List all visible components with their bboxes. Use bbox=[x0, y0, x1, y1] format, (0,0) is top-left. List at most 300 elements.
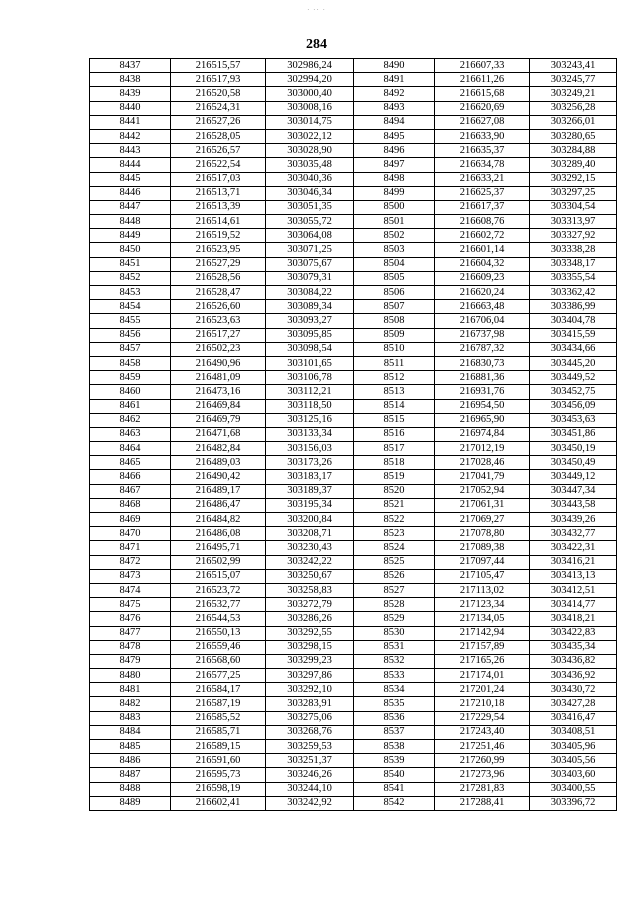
x-coordinate-left: 216489,17 bbox=[171, 484, 266, 498]
point-number-left: 8441 bbox=[90, 115, 171, 129]
point-number-right: 8509 bbox=[354, 328, 435, 342]
y-coordinate-right: 303422,83 bbox=[530, 626, 617, 640]
x-coordinate-left: 216515,57 bbox=[171, 59, 266, 73]
point-number-right: 8508 bbox=[354, 314, 435, 328]
y-coordinate-right: 303439,26 bbox=[530, 513, 617, 527]
x-coordinate-right: 217260,99 bbox=[435, 754, 530, 768]
point-number-left: 8478 bbox=[90, 640, 171, 654]
point-number-right: 8540 bbox=[354, 768, 435, 782]
table-row bbox=[90, 371, 617, 385]
y-coordinate-right: 303292,15 bbox=[530, 172, 617, 186]
y-coordinate-right: 303403,60 bbox=[530, 768, 617, 782]
point-number-right: 8522 bbox=[354, 513, 435, 527]
x-coordinate-left: 216513,39 bbox=[171, 200, 266, 214]
y-coordinate-left: 303183,17 bbox=[266, 470, 354, 484]
point-number-right: 8496 bbox=[354, 144, 435, 158]
y-coordinate-left: 303251,37 bbox=[266, 754, 354, 768]
x-coordinate-left: 216584,17 bbox=[171, 683, 266, 697]
y-coordinate-right: 303355,54 bbox=[530, 271, 617, 285]
y-coordinate-right: 303304,54 bbox=[530, 200, 617, 214]
point-number-left: 8477 bbox=[90, 626, 171, 640]
x-coordinate-left: 216595,73 bbox=[171, 768, 266, 782]
table-row bbox=[90, 442, 617, 456]
point-number-right: 8519 bbox=[354, 470, 435, 484]
point-number-left: 8455 bbox=[90, 314, 171, 328]
point-number-right: 8495 bbox=[354, 129, 435, 143]
y-coordinate-left: 303022,12 bbox=[266, 129, 354, 143]
x-coordinate-left: 216522,54 bbox=[171, 158, 266, 172]
y-coordinate-left: 303051,35 bbox=[266, 200, 354, 214]
table-row bbox=[90, 144, 617, 158]
table-row bbox=[90, 669, 617, 683]
y-coordinate-right: 303297,25 bbox=[530, 186, 617, 200]
x-coordinate-left: 216528,47 bbox=[171, 286, 266, 300]
point-number-right: 8492 bbox=[354, 87, 435, 101]
point-number-right: 8514 bbox=[354, 399, 435, 413]
x-coordinate-left: 216532,77 bbox=[171, 598, 266, 612]
x-coordinate-left: 216517,93 bbox=[171, 73, 266, 87]
y-coordinate-left: 303040,36 bbox=[266, 172, 354, 186]
point-number-right: 8529 bbox=[354, 612, 435, 626]
x-coordinate-left: 216517,03 bbox=[171, 172, 266, 186]
point-number-left: 8442 bbox=[90, 129, 171, 143]
y-coordinate-right: 303404,78 bbox=[530, 314, 617, 328]
point-number-right: 8520 bbox=[354, 484, 435, 498]
y-coordinate-right: 303362,42 bbox=[530, 286, 617, 300]
point-number-left: 8470 bbox=[90, 527, 171, 541]
x-coordinate-right: 217012,19 bbox=[435, 442, 530, 456]
table-row bbox=[90, 342, 617, 356]
y-coordinate-left: 303292,10 bbox=[266, 683, 354, 697]
table-row bbox=[90, 697, 617, 711]
x-coordinate-left: 216513,71 bbox=[171, 186, 266, 200]
y-coordinate-right: 303456,09 bbox=[530, 399, 617, 413]
y-coordinate-left: 303064,08 bbox=[266, 229, 354, 243]
point-number-right: 8505 bbox=[354, 271, 435, 285]
point-number-right: 8517 bbox=[354, 442, 435, 456]
point-number-left: 8481 bbox=[90, 683, 171, 697]
point-number-right: 8523 bbox=[354, 527, 435, 541]
point-number-right: 8518 bbox=[354, 456, 435, 470]
y-coordinate-left: 303133,34 bbox=[266, 427, 354, 441]
point-number-left: 8450 bbox=[90, 243, 171, 257]
point-number-left: 8464 bbox=[90, 442, 171, 456]
y-coordinate-left: 303112,21 bbox=[266, 385, 354, 399]
point-number-right: 8526 bbox=[354, 569, 435, 583]
y-coordinate-left: 303275,06 bbox=[266, 711, 354, 725]
table-row bbox=[90, 300, 617, 314]
y-coordinate-left: 303242,22 bbox=[266, 555, 354, 569]
x-coordinate-left: 216527,29 bbox=[171, 257, 266, 271]
x-coordinate-right: 217243,40 bbox=[435, 725, 530, 739]
y-coordinate-left: 303242,92 bbox=[266, 796, 354, 810]
x-coordinate-right: 217142,94 bbox=[435, 626, 530, 640]
table-row bbox=[90, 215, 617, 229]
point-number-right: 8491 bbox=[354, 73, 435, 87]
x-coordinate-left: 216502,99 bbox=[171, 555, 266, 569]
point-number-left: 8469 bbox=[90, 513, 171, 527]
table-row bbox=[90, 413, 617, 427]
y-coordinate-right: 303451,86 bbox=[530, 427, 617, 441]
point-number-left: 8451 bbox=[90, 257, 171, 271]
y-coordinate-left: 303292,55 bbox=[266, 626, 354, 640]
x-coordinate-right: 216954,50 bbox=[435, 399, 530, 413]
x-coordinate-right: 217165,26 bbox=[435, 654, 530, 668]
y-coordinate-left: 303173,26 bbox=[266, 456, 354, 470]
point-number-right: 8497 bbox=[354, 158, 435, 172]
table-row bbox=[90, 271, 617, 285]
table-row bbox=[90, 527, 617, 541]
point-number-right: 8498 bbox=[354, 172, 435, 186]
x-coordinate-right: 217041,79 bbox=[435, 470, 530, 484]
y-coordinate-left: 303079,31 bbox=[266, 271, 354, 285]
table-row bbox=[90, 186, 617, 200]
point-number-right: 8512 bbox=[354, 371, 435, 385]
point-number-left: 8484 bbox=[90, 725, 171, 739]
y-coordinate-left: 303230,43 bbox=[266, 541, 354, 555]
point-number-right: 8501 bbox=[354, 215, 435, 229]
table-row bbox=[90, 385, 617, 399]
point-number-left: 8460 bbox=[90, 385, 171, 399]
y-coordinate-left: 303071,25 bbox=[266, 243, 354, 257]
y-coordinate-left: 303035,48 bbox=[266, 158, 354, 172]
x-coordinate-right: 217028,46 bbox=[435, 456, 530, 470]
y-coordinate-left: 303084,22 bbox=[266, 286, 354, 300]
point-number-right: 8504 bbox=[354, 257, 435, 271]
x-coordinate-right: 217210,18 bbox=[435, 697, 530, 711]
table-row bbox=[90, 555, 617, 569]
x-coordinate-right: 216737,98 bbox=[435, 328, 530, 342]
y-coordinate-left: 303118,50 bbox=[266, 399, 354, 413]
x-coordinate-right: 217201,24 bbox=[435, 683, 530, 697]
x-coordinate-right: 216633,90 bbox=[435, 129, 530, 143]
y-coordinate-right: 303430,72 bbox=[530, 683, 617, 697]
y-coordinate-right: 303450,19 bbox=[530, 442, 617, 456]
point-number-left: 8473 bbox=[90, 569, 171, 583]
y-coordinate-right: 303256,28 bbox=[530, 101, 617, 115]
x-coordinate-left: 216520,58 bbox=[171, 87, 266, 101]
point-number-right: 8507 bbox=[354, 300, 435, 314]
point-number-right: 8535 bbox=[354, 697, 435, 711]
y-coordinate-right: 303266,01 bbox=[530, 115, 617, 129]
point-number-left: 8461 bbox=[90, 399, 171, 413]
x-coordinate-right: 216965,90 bbox=[435, 413, 530, 427]
x-coordinate-right: 216787,32 bbox=[435, 342, 530, 356]
point-number-left: 8454 bbox=[90, 300, 171, 314]
point-number-right: 8541 bbox=[354, 782, 435, 796]
x-coordinate-right: 216620,69 bbox=[435, 101, 530, 115]
x-coordinate-left: 216523,95 bbox=[171, 243, 266, 257]
x-coordinate-left: 216495,71 bbox=[171, 541, 266, 555]
point-number-left: 8463 bbox=[90, 427, 171, 441]
y-coordinate-left: 303189,37 bbox=[266, 484, 354, 498]
x-coordinate-left: 216482,84 bbox=[171, 442, 266, 456]
point-number-left: 8458 bbox=[90, 356, 171, 370]
x-coordinate-right: 217069,27 bbox=[435, 513, 530, 527]
x-coordinate-right: 217273,96 bbox=[435, 768, 530, 782]
y-coordinate-right: 303432,77 bbox=[530, 527, 617, 541]
point-number-right: 8499 bbox=[354, 186, 435, 200]
table-row bbox=[90, 158, 617, 172]
y-coordinate-left: 302986,24 bbox=[266, 59, 354, 73]
table-row bbox=[90, 200, 617, 214]
point-number-right: 8502 bbox=[354, 229, 435, 243]
table-row bbox=[90, 569, 617, 583]
table-row bbox=[90, 101, 617, 115]
y-coordinate-left: 303156,03 bbox=[266, 442, 354, 456]
point-number-left: 8456 bbox=[90, 328, 171, 342]
table-row bbox=[90, 484, 617, 498]
x-coordinate-left: 216524,31 bbox=[171, 101, 266, 115]
y-coordinate-right: 303313,97 bbox=[530, 215, 617, 229]
x-coordinate-left: 216526,57 bbox=[171, 144, 266, 158]
y-coordinate-right: 303386,99 bbox=[530, 300, 617, 314]
table-row bbox=[90, 598, 617, 612]
point-number-right: 8536 bbox=[354, 711, 435, 725]
y-coordinate-right: 303414,77 bbox=[530, 598, 617, 612]
point-number-left: 8489 bbox=[90, 796, 171, 810]
x-coordinate-right: 216633,21 bbox=[435, 172, 530, 186]
x-coordinate-left: 216514,61 bbox=[171, 215, 266, 229]
point-number-left: 8438 bbox=[90, 73, 171, 87]
x-coordinate-right: 217097,44 bbox=[435, 555, 530, 569]
y-coordinate-right: 303418,21 bbox=[530, 612, 617, 626]
x-coordinate-right: 217113,02 bbox=[435, 583, 530, 597]
table-row bbox=[90, 314, 617, 328]
point-number-left: 8453 bbox=[90, 286, 171, 300]
point-number-right: 8500 bbox=[354, 200, 435, 214]
x-coordinate-left: 216490,96 bbox=[171, 356, 266, 370]
x-coordinate-right: 217174,01 bbox=[435, 669, 530, 683]
y-coordinate-right: 303422,31 bbox=[530, 541, 617, 555]
page-number: 284 bbox=[306, 37, 327, 52]
x-coordinate-right: 216931,76 bbox=[435, 385, 530, 399]
y-coordinate-right: 303449,12 bbox=[530, 470, 617, 484]
point-number-left: 8468 bbox=[90, 498, 171, 512]
x-coordinate-right: 217281,83 bbox=[435, 782, 530, 796]
x-coordinate-right: 216634,78 bbox=[435, 158, 530, 172]
point-number-left: 8439 bbox=[90, 87, 171, 101]
table-row bbox=[90, 626, 617, 640]
x-coordinate-left: 216585,52 bbox=[171, 711, 266, 725]
point-number-left: 8474 bbox=[90, 583, 171, 597]
table-row bbox=[90, 640, 617, 654]
y-coordinate-right: 303327,92 bbox=[530, 229, 617, 243]
point-number-left: 8485 bbox=[90, 740, 171, 754]
y-coordinate-right: 303443,58 bbox=[530, 498, 617, 512]
y-coordinate-left: 303246,26 bbox=[266, 768, 354, 782]
y-coordinate-right: 303284,88 bbox=[530, 144, 617, 158]
x-coordinate-right: 216881,36 bbox=[435, 371, 530, 385]
table-row bbox=[90, 513, 617, 527]
y-coordinate-left: 303075,67 bbox=[266, 257, 354, 271]
x-coordinate-left: 216528,56 bbox=[171, 271, 266, 285]
table-row bbox=[90, 796, 617, 810]
table-row bbox=[90, 654, 617, 668]
x-coordinate-left: 216585,71 bbox=[171, 725, 266, 739]
x-coordinate-right: 216627,08 bbox=[435, 115, 530, 129]
table-row bbox=[90, 129, 617, 143]
point-number-left: 8466 bbox=[90, 470, 171, 484]
x-coordinate-right: 217123,34 bbox=[435, 598, 530, 612]
point-number-left: 8480 bbox=[90, 669, 171, 683]
table-row bbox=[90, 711, 617, 725]
point-number-left: 8465 bbox=[90, 456, 171, 470]
point-number-right: 8521 bbox=[354, 498, 435, 512]
x-coordinate-right: 216974,84 bbox=[435, 427, 530, 441]
x-coordinate-left: 216544,53 bbox=[171, 612, 266, 626]
x-coordinate-left: 216550,13 bbox=[171, 626, 266, 640]
x-coordinate-right: 216706,04 bbox=[435, 314, 530, 328]
y-coordinate-right: 303434,66 bbox=[530, 342, 617, 356]
table-row bbox=[90, 456, 617, 470]
point-number-left: 8488 bbox=[90, 782, 171, 796]
table-row bbox=[90, 768, 617, 782]
x-coordinate-right: 217134,05 bbox=[435, 612, 530, 626]
y-coordinate-right: 303427,28 bbox=[530, 697, 617, 711]
y-coordinate-right: 303435,34 bbox=[530, 640, 617, 654]
y-coordinate-right: 303280,65 bbox=[530, 129, 617, 143]
x-coordinate-left: 216502,23 bbox=[171, 342, 266, 356]
x-coordinate-right: 216663,48 bbox=[435, 300, 530, 314]
y-coordinate-right: 303413,13 bbox=[530, 569, 617, 583]
y-coordinate-right: 303416,21 bbox=[530, 555, 617, 569]
x-coordinate-left: 216523,72 bbox=[171, 583, 266, 597]
point-number-right: 8537 bbox=[354, 725, 435, 739]
point-number-left: 8476 bbox=[90, 612, 171, 626]
x-coordinate-left: 216526,60 bbox=[171, 300, 266, 314]
coordinates-table bbox=[89, 58, 617, 811]
x-coordinate-right: 216635,37 bbox=[435, 144, 530, 158]
point-number-right: 8494 bbox=[354, 115, 435, 129]
point-number-left: 8479 bbox=[90, 654, 171, 668]
table-row bbox=[90, 612, 617, 626]
x-coordinate-left: 216568,60 bbox=[171, 654, 266, 668]
table-row bbox=[90, 583, 617, 597]
point-number-right: 8528 bbox=[354, 598, 435, 612]
y-coordinate-right: 303338,28 bbox=[530, 243, 617, 257]
x-coordinate-left: 216517,27 bbox=[171, 328, 266, 342]
y-coordinate-left: 303106,78 bbox=[266, 371, 354, 385]
x-coordinate-left: 216486,08 bbox=[171, 527, 266, 541]
y-coordinate-right: 303453,63 bbox=[530, 413, 617, 427]
y-coordinate-right: 303405,56 bbox=[530, 754, 617, 768]
point-number-left: 8448 bbox=[90, 215, 171, 229]
x-coordinate-left: 216602,41 bbox=[171, 796, 266, 810]
y-coordinate-left: 303028,90 bbox=[266, 144, 354, 158]
point-number-left: 8444 bbox=[90, 158, 171, 172]
y-coordinate-right: 303245,77 bbox=[530, 73, 617, 87]
x-coordinate-right: 216607,33 bbox=[435, 59, 530, 73]
y-coordinate-right: 303436,82 bbox=[530, 654, 617, 668]
x-coordinate-left: 216559,46 bbox=[171, 640, 266, 654]
y-coordinate-right: 303289,40 bbox=[530, 158, 617, 172]
x-coordinate-right: 217089,38 bbox=[435, 541, 530, 555]
x-coordinate-right: 217052,94 bbox=[435, 484, 530, 498]
point-number-right: 8510 bbox=[354, 342, 435, 356]
point-number-left: 8447 bbox=[90, 200, 171, 214]
point-number-right: 8515 bbox=[354, 413, 435, 427]
y-coordinate-left: 303259,53 bbox=[266, 740, 354, 754]
point-number-right: 8532 bbox=[354, 654, 435, 668]
x-coordinate-right: 216609,23 bbox=[435, 271, 530, 285]
point-number-right: 8503 bbox=[354, 243, 435, 257]
x-coordinate-left: 216587,19 bbox=[171, 697, 266, 711]
point-number-left: 8462 bbox=[90, 413, 171, 427]
x-coordinate-left: 216484,82 bbox=[171, 513, 266, 527]
point-number-left: 8487 bbox=[90, 768, 171, 782]
y-coordinate-left: 303286,26 bbox=[266, 612, 354, 626]
x-coordinate-right: 216830,73 bbox=[435, 356, 530, 370]
table-row bbox=[90, 754, 617, 768]
x-coordinate-left: 216589,15 bbox=[171, 740, 266, 754]
point-number-right: 8531 bbox=[354, 640, 435, 654]
point-number-right: 8516 bbox=[354, 427, 435, 441]
table-row bbox=[90, 498, 617, 512]
x-coordinate-right: 216625,37 bbox=[435, 186, 530, 200]
table-row bbox=[90, 782, 617, 796]
y-coordinate-left: 303200,84 bbox=[266, 513, 354, 527]
x-coordinate-right: 217061,31 bbox=[435, 498, 530, 512]
y-coordinate-right: 303416,47 bbox=[530, 711, 617, 725]
table-row bbox=[90, 356, 617, 370]
point-number-left: 8445 bbox=[90, 172, 171, 186]
y-coordinate-right: 303412,51 bbox=[530, 583, 617, 597]
table-row bbox=[90, 683, 617, 697]
y-coordinate-right: 303449,52 bbox=[530, 371, 617, 385]
point-number-right: 8513 bbox=[354, 385, 435, 399]
x-coordinate-right: 216608,76 bbox=[435, 215, 530, 229]
x-coordinate-left: 216591,60 bbox=[171, 754, 266, 768]
y-coordinate-left: 303297,86 bbox=[266, 669, 354, 683]
point-number-left: 8452 bbox=[90, 271, 171, 285]
table-row bbox=[90, 470, 617, 484]
x-coordinate-right: 217251,46 bbox=[435, 740, 530, 754]
point-number-right: 8530 bbox=[354, 626, 435, 640]
table-row bbox=[90, 286, 617, 300]
point-number-right: 8511 bbox=[354, 356, 435, 370]
point-number-left: 8446 bbox=[90, 186, 171, 200]
point-number-right: 8542 bbox=[354, 796, 435, 810]
point-number-right: 8493 bbox=[354, 101, 435, 115]
y-coordinate-left: 303272,79 bbox=[266, 598, 354, 612]
point-number-right: 8524 bbox=[354, 541, 435, 555]
table-row bbox=[90, 725, 617, 739]
y-coordinate-right: 303249,21 bbox=[530, 87, 617, 101]
y-coordinate-right: 303348,17 bbox=[530, 257, 617, 271]
y-coordinate-left: 303098,54 bbox=[266, 342, 354, 356]
y-coordinate-left: 303208,71 bbox=[266, 527, 354, 541]
y-coordinate-right: 303447,34 bbox=[530, 484, 617, 498]
point-number-left: 8472 bbox=[90, 555, 171, 569]
point-number-left: 8459 bbox=[90, 371, 171, 385]
table-row bbox=[90, 73, 617, 87]
x-coordinate-left: 216515,07 bbox=[171, 569, 266, 583]
y-coordinate-left: 303095,85 bbox=[266, 328, 354, 342]
y-coordinate-right: 303450,49 bbox=[530, 456, 617, 470]
x-coordinate-left: 216528,05 bbox=[171, 129, 266, 143]
table-row bbox=[90, 59, 617, 73]
y-coordinate-right: 303396,72 bbox=[530, 796, 617, 810]
point-number-right: 8538 bbox=[354, 740, 435, 754]
point-number-left: 8486 bbox=[90, 754, 171, 768]
table-row bbox=[90, 541, 617, 555]
point-number-left: 8437 bbox=[90, 59, 171, 73]
table-row bbox=[90, 740, 617, 754]
table-row bbox=[90, 427, 617, 441]
y-coordinate-left: 303250,67 bbox=[266, 569, 354, 583]
x-coordinate-right: 216617,37 bbox=[435, 200, 530, 214]
